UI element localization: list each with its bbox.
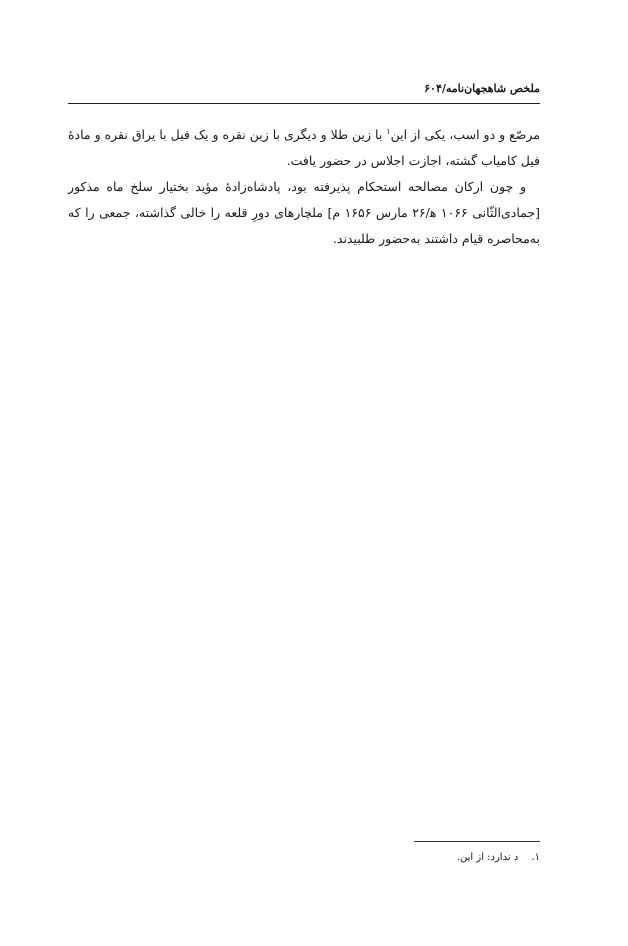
footnote [68, 851, 540, 865]
running-head [68, 82, 540, 96]
paragraph-1 [68, 122, 540, 174]
paragraph-1-text-a: مرصّع و دو اسب، یکی از این [390, 127, 540, 142]
paragraph-2: و چون ارکان مصالحه استحکام پذیرفته بود، پادشاه‌زادهٔ مؤید بختیار سلخ ماه مذکور [جمادی‌الثّانی ۱۰۶۶ ه‍/۲۶ مارس ۱۶۵۶ م] ملچارهای دورِ قلعه را خالی گذاشته، جمعی را که به‌محاصره قیام داشتند به‌حضور طلبیدند. [68, 179, 540, 246]
running-title: ملخص شاهجهان‌نامه/۶۰۴ [424, 82, 540, 95]
footnote-number: ۱. [531, 852, 540, 863]
paragraph-1-text-b: با زین طلا و دیگری با زین نقره و یک فیل با یراق نقره و مادهٔ فیل کامیاب گشته، اجازت اجلاس در حضور یافت. [68, 127, 540, 168]
footnote-rule [414, 841, 540, 842]
header-rule [68, 103, 540, 104]
main-text [68, 122, 540, 252]
footnote-text: د ندارد: از این. [456, 852, 519, 863]
footnote-reference: ۱ [386, 126, 391, 136]
